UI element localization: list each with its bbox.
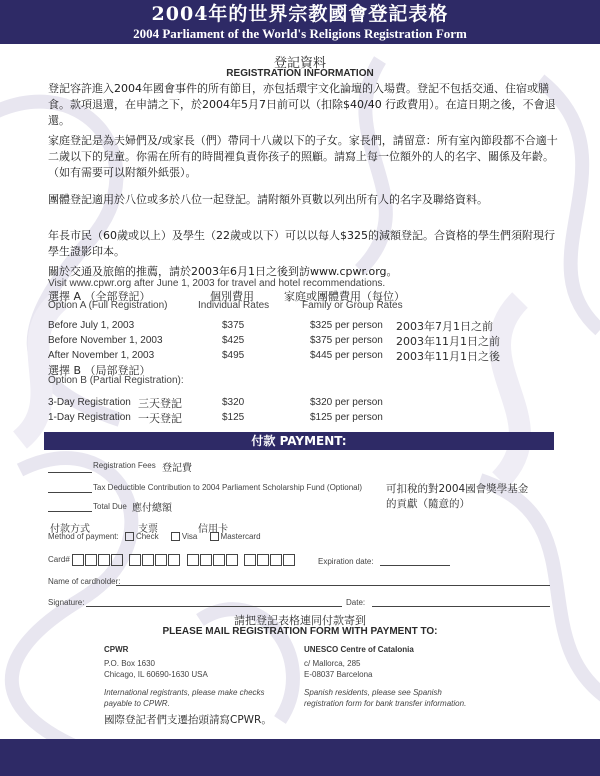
international-note-2: payable to CPWR. [104, 699, 170, 708]
individual-rates-header-en: Individual Rates [198, 300, 270, 311]
row3-label: After November 1, 2003 [48, 350, 155, 361]
mastercard-checkbox[interactable] [210, 532, 219, 541]
payment-section-bar [44, 432, 554, 450]
row5-label: 1-Day Registration [48, 412, 131, 423]
card-number-row [48, 554, 296, 566]
date-field[interactable] [372, 606, 550, 607]
expiration-date-label: Expiration date: [318, 557, 374, 566]
card-number-label: Card# [48, 555, 70, 565]
cpwr-address-line1: P.O. Box 1630 [104, 659, 155, 668]
total-due-label-en: Total Due [93, 502, 127, 511]
international-note-zh: 國際登記者們支遷抬頭請寫CPWR。 [104, 714, 272, 726]
unesco-address-line2: E-08037 Barcelona [304, 670, 373, 679]
registration-fees-label-en: Registration Fees [93, 461, 156, 470]
option-a-label-en: Option A (Full Registration) [48, 300, 168, 311]
check-checkbox[interactable] [125, 532, 134, 541]
expiration-date-field[interactable] [380, 565, 450, 566]
row2-individual: $425 [222, 335, 245, 346]
signature-label: Signature: [48, 598, 85, 607]
cardholder-label: Name of cardholder: [48, 577, 121, 586]
row1-individual: $375 [222, 320, 245, 331]
row4-label: 3-Day Registration [48, 397, 131, 408]
spanish-note-1: Spanish residents, please see Spanish [304, 688, 442, 697]
option-b-label-en: Option B (Partial Registration): [48, 375, 184, 386]
cardholder-field[interactable] [116, 585, 550, 586]
scholarship-label-en: Tax Deductible Contribution to 2004 Parliament Scholarship Fund (Optional) [93, 483, 363, 492]
paragraph-travel: 關於交通及旅館的推薦，請於2003年6月1日之後到訪www.cpwr.org。 [48, 265, 398, 278]
payment-title: 付款 PAYMENT: [251, 434, 347, 448]
check-option-label: Check [135, 532, 159, 541]
cpwr-address-line2: Chicago, IL 60690-1630 USA [104, 670, 208, 679]
visa-checkbox[interactable] [171, 532, 180, 541]
row3-zh: 2003年11月1日之後 [396, 350, 500, 363]
cpwr-address-name: CPWR [104, 645, 129, 654]
row3-individual: $495 [222, 350, 245, 361]
header-title-en: 2004 Parliament of the World's Religions Registration Form [133, 26, 467, 41]
paragraph-fees: 登記容許進入2004年國會事件的所有節目，亦包括環宇文化論壇的入場費。登記不包括交通、住宿或膳食。款項退還，在申請之下，於2004年5月7日前可以（扣除$40/40 行政費用）。在這日期之後，不會退還。 [48, 82, 556, 127]
method-of-payment-label: Method of payment: [48, 532, 119, 541]
unesco-address-name: UNESCO Centre of Catalonia [304, 645, 414, 654]
spanish-note-2: registration form for bank transfer information. [304, 699, 467, 708]
registration-fees-field[interactable] [48, 472, 92, 473]
paragraph-family: 家庭登記是為夫婦們及/或家長（們）帶同十八歲以下的子女。家長們，請留意：所有室內節段都不合適十二歲以下的兒童。你需在所有的時間裡負責你孩子的照顧。請寫上每一位額外的人的名字、關係及年齡。（如有需要可以附額外紙張）。 [48, 134, 558, 179]
row5-family: $125 per person [310, 412, 383, 423]
registration-fees-label-zh: 登記費 [162, 463, 192, 474]
family-rates-header-zh: 家庭或團體費用（每位） [284, 290, 405, 303]
scholarship-label-zh-2: 的貢獻（隨意的） [386, 498, 470, 510]
method-of-payment-row [48, 532, 261, 541]
reg-info-title-en: REGISTRATION INFORMATION [226, 68, 374, 79]
signature-field[interactable] [86, 606, 342, 607]
scholarship-contribution-field[interactable] [48, 492, 92, 493]
row2-label: Before November 1, 2003 [48, 335, 163, 346]
row1-family: $325 per person [310, 320, 383, 331]
mail-instruction-en: PLEASE MAIL REGISTRATION FORM WITH PAYMENT TO: [162, 626, 438, 637]
card-number-boxes[interactable] [72, 555, 296, 564]
option-a-label-zh: 選擇 A （全部登記） [48, 290, 151, 303]
mail-instruction-zh: 請把登記表格連同付款寄到 [234, 614, 366, 627]
paragraph-seniors: 年長市民（60歲或以上）及學生（22歲或以下）可以以每人$325的減額登記。合資格的學生們須附現行學生證影印本。 [48, 229, 555, 258]
date-label: Date: [346, 598, 366, 607]
option-b-label-zh: 選擇 B （局部登記） [48, 364, 151, 377]
row1-zh: 2003年7月1日之前 [396, 320, 493, 333]
individual-rates-header-zh: 個別費用 [210, 290, 254, 303]
unesco-address-line1: c/ Mallorca, 285 [304, 659, 361, 668]
total-due-label-zh: 應付總額 [132, 503, 172, 514]
check-label-zh: 支票 [138, 524, 158, 535]
total-due-field[interactable] [48, 511, 92, 512]
row4-family: $320 per person [310, 397, 383, 408]
scholarship-label-zh-1: 可扣稅的對2004國會獎學基金 [386, 483, 529, 495]
international-note-1: International registrants, please make checks [104, 688, 265, 697]
travel-note-en: Visit www.cpwr.org after June 1, 2003 for travel and hotel recommendations. [48, 278, 386, 289]
row1-label: Before July 1, 2003 [48, 320, 135, 331]
row4-zh: 三天登記 [138, 397, 182, 410]
payment-method-label-zh: 付款方式 [50, 524, 90, 535]
row5-individual: $125 [222, 412, 245, 423]
row2-zh: 2003年11月1日之前 [396, 335, 500, 348]
row4-individual: $320 [222, 397, 245, 408]
family-rates-header-en: Family or Group Rates [302, 300, 403, 311]
credit-card-label-zh: 信用卡 [198, 524, 228, 535]
paragraph-group: 團體登記適用於八位或多於八位一起登記。請附額外頁數以列出所有人的名字及聯絡資料。 [48, 193, 488, 206]
visa-option-label: Visa [181, 532, 198, 541]
mastercard-option-label: Mastercard [220, 532, 261, 541]
header-title-zh: 2004年的世界宗教國會登記表格 [151, 3, 449, 25]
reg-info-title-zh: 登記資料 [273, 56, 326, 71]
row3-family: $445 per person [310, 350, 383, 361]
row5-zh: 一天登記 [138, 412, 182, 425]
row2-family: $375 per person [310, 335, 383, 346]
